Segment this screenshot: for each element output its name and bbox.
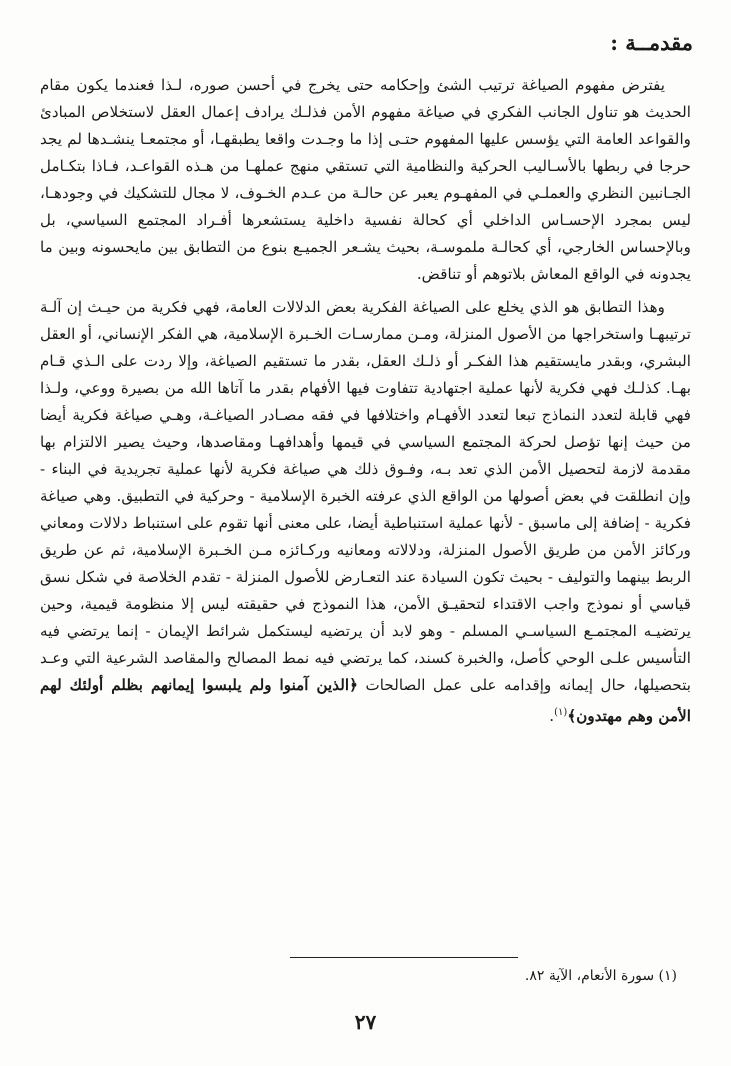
footnote-reference: (١) [554,707,568,718]
paragraph-2-end: . [549,707,555,726]
quran-verse: ﴿الذين آمنوا ولم يلبسوا إيمانهم بظلم أولئك لهم الأمن وهم مهتدون﴾ [40,676,691,726]
paragraph-2-text: وهذا التطابق هو الذي يخلع على الصياغة الفكرية بعض الدلالات العامة، فهي فكرية من حيـث إن آلـة ترتيبهـا واستخراجها من الأصول المنزلة، ومـن ممارسـات الخـبرة الإسلامية، هي الفكر الإنساني، أو العقل البشري، وبقدر مايستقيم هذا الفكـر أو ذلـك العقل، بقدر ما تستقيم الصياغة، وإلا ردت على الـذي قـام بهـا. كذلـك فهي فكرية لأنها عملية اجتهادية تتفاوت فيها الأفهام بقدر ما آتاها الله من بصيرة ووعي، ولـذا فهي قابلة لتعدد النماذج تبعا لتعدد الأفهـام واختلافها في فقه مصـادر الصياغـة، وهـي صياغة فكرية أيضا من حيث إنها تؤصل لحركة المجتمع السياسي في قيمها وأهدافهـا ومقاصدها، وحيث يصير الالتزام بها مقدمة لازمة لتحصيل الأمن الذي تعد بـه، وفـوق ذلك هي صياغة فكرية لأنها عملية تجريدية في البناء - وإن انطلقت في بعض أصولها من الواقع الذي عرفته الخبرة الإسلامية - وحركية في التطبيق. وهي صياغة فكرية - إضافة إلى ماسبق - لأنها عملية استنباطية أيضا، على معنى أنها تقوم على استنباط دلالات ومعاني وركائز الأمن من طريق الأصول المنزلة، ودلالاته ومعانيه وركـائزه مـن الخـبرة الإسلامية، ثم عن طريق الربط بينهما والتوليف - بحيث تكون السيادة عند التعـارض للأصول المنزلة - تقدم الخلاصة في شكل نسق قياسي أو نموذج واجب الاقتداء لتحقيـق الأمن، هذا النموذج في حقيقته ليس إلا منظومة قيمية، وحين يرتضيـه المجتمـع السياسـي المسلم - وهو لابد أن يرتضيه ليستكمل شرائط الإيمان - إنما يرتضي فيه التأسيس علـى الوحي كأصل، والخبرة كسند، كما يرتضي فيه نمط المصالح والمقاصد الشرعية التي وعـد بتحصيلها، حال إيمانه وإقدامه على عمل الصالحات [40,298,692,694]
footnote-separator [290,957,518,958]
paragraph-2 [40,294,691,730]
section-heading: مقدمــة : [610,30,693,55]
footnote: (١) سورة الأنعام، الآية ٨٢. [524,968,677,984]
page-number: ٢٧ [354,1010,377,1034]
paragraph-1: يفترض مفهوم الصياغة ترتيب الشئ وإحكامه حتى يخرج في أحسن صوره، لـذا فعندما يكون مقام الحديث هو تناول الجانب الفكري في صياغة مفهوم الأمن فذلـك يرادف إعمال العقل لاستخلاص المبادئ والقواعد العامة التي يؤسس عليها المفهوم حتـى إذا ما وجـدت واقعا يطبقهـا، أو مجتمعـا ينشـدها لم يجد حرجا في ربطها بالأسـاليب الحركية والنظامية التي تستقي منهج عملهـا من هـذه القواعـد، فـاذا بتكـامل الجـانبين النظري والعملـي في المفهـوم يعبر عن حالـة من عـدم الخـوف، لا مجال للتشكيك في وجودهـا، ليس بمجرد الإحسـاس الداخلي أي كحالة نفسية داخلية يستشعرها أفـراد المجتمع السياسي، بل وبالإحساس الخارجي، أي كحالـة ملموسـة، بحيث يشـعر الجميـع بنوع من التطابق بين مايحسونه وبين ما يجدونه في الواقع المعاش بلاتوهم أو تناقض. [40,76,691,283]
body-text [40,72,691,730]
